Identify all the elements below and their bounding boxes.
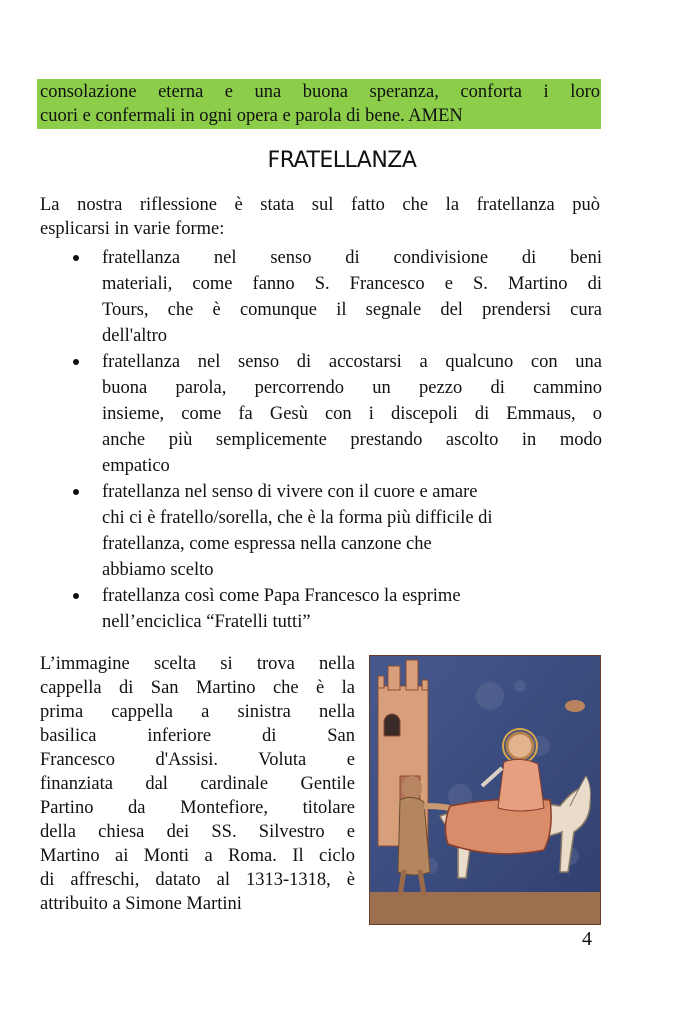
list-item-line: nell’enciclica “Fratelli tutti” [102,612,311,632]
image-caption [40,652,355,916]
highlight-line-1: consolazione eterna e una buona speranza, conforta i loro [40,82,600,102]
intro-paragraph [40,193,600,241]
forms-list [40,245,602,635]
list-item [40,479,602,583]
list-item-line: anche più semplicemente prestando ascolto in modo [102,430,602,450]
list-item [40,583,602,635]
list-item-line: Tours, che è comunque il segnale del prendersi cura [102,300,602,320]
list-item-line: empatico [102,456,170,476]
intro-line-1: La nostra riflessione è stata sul fatto che la fratellanza può [40,195,600,215]
list-item-line: abbiamo scelto [102,560,214,580]
highlight-line-2: cuori e confermali in ogni opera e parola di bene. AMEN [40,106,463,126]
bullet-icon [73,489,79,495]
fresco-image [369,655,601,925]
list-item-line: insieme, come fa Gesù con i discepoli di Emmaus, o [102,404,602,424]
list-item-line: fratellanza, come espressa nella canzone che [102,534,432,554]
caption-line: basilica inferiore di San [40,726,355,746]
list-item-line: fratellanza nel senso di accostarsi a qualcuno con una [102,352,602,372]
list-item-line: chi ci è fratello/sorella, che è la forma più difficile di [102,508,493,528]
bullet-icon [73,359,79,365]
list-item-line: fratellanza così come Papa Francesco la esprime [102,586,461,606]
page-number: 4 [582,928,592,950]
caption-line: Francesco d'Assisi. Voluta e [40,750,355,770]
list-item [40,245,602,349]
caption-line: attribuito a Simone Martini [40,894,242,914]
caption-line: di affreschi, datato al 1313-1318, è [40,870,355,890]
caption-line: cappella di San Martino che è la [40,678,355,698]
list-item [40,349,602,479]
angel-figure [565,700,585,712]
list-item-line: fratellanza nel senso di vivere con il cuore e amare [102,482,478,502]
caption-line: Martino ai Monti a Roma. Il ciclo [40,846,355,866]
caption-line: L’immagine scelta si trova nella [40,654,355,674]
list-item-line: materiali, come fanno S. Francesco e S. Martino di [102,274,602,294]
list-item-line: dell'altro [102,326,167,346]
caption-line: prima cappella a sinistra nella [40,702,355,722]
bullet-icon [73,255,79,261]
bullet-icon [73,593,79,599]
list-item-line: buona parola, percorrendo un pezzo di cammino [102,378,602,398]
caption-line: finanziata dal cardinale Gentile [40,774,355,794]
list-item-line: fratellanza nel senso di condivisione di beni [102,248,602,268]
caption-line: della chiesa dei SS. Silvestro e [40,822,355,842]
section-title: FRATELLANZA [267,148,417,173]
caption-line: Partino da Montefiore, titolare [40,798,355,818]
intro-line-2: esplicarsi in varie forme: [40,219,225,239]
fresco-saint-martin-illustration [370,656,600,924]
highlighted-prayer-text [40,80,600,128]
